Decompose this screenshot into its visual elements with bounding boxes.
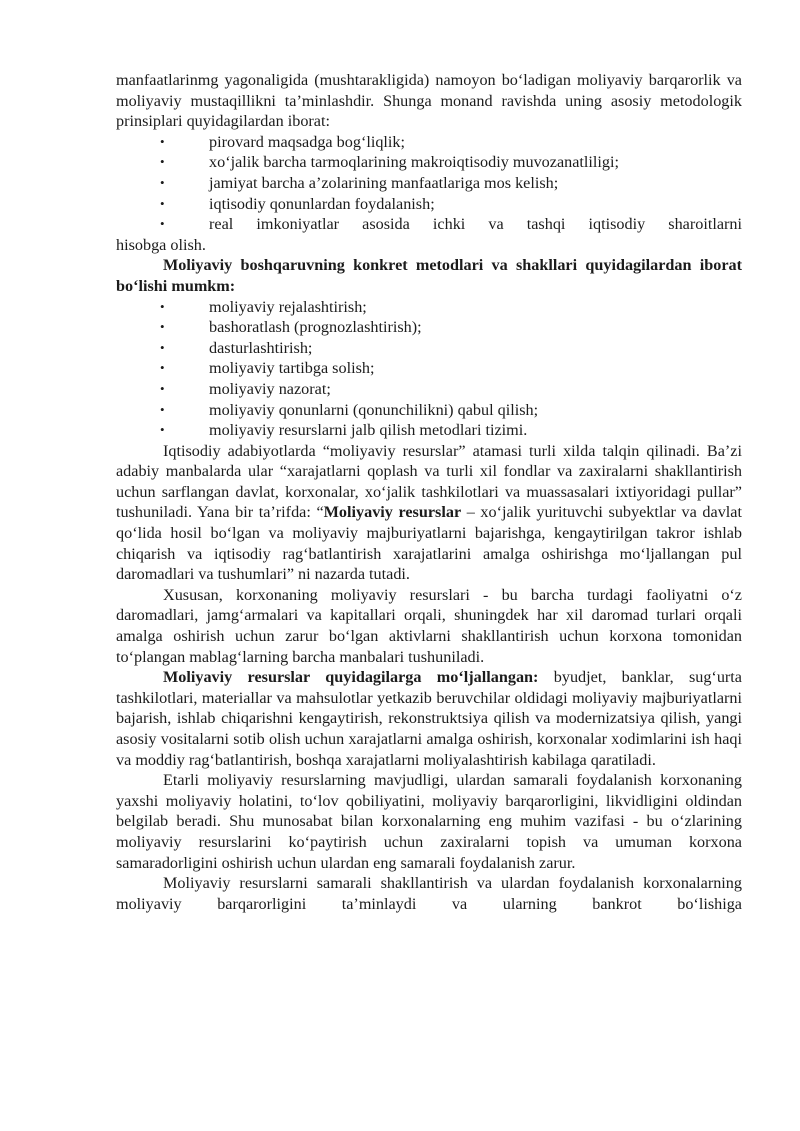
bullet-icon: • — [160, 360, 165, 376]
resources-definition-paragraph — [116, 441, 742, 585]
principles-list — [116, 132, 742, 235]
resources-purpose-heading: Moliyaviy resurslar quyidagilarga mo‘ljallangan: — [163, 668, 539, 687]
list-item-text: moliyaviy qonunlarni (qonunchilikni) qabul qilish; — [209, 400, 539, 419]
list-item-text: xo‘jalik barcha tarmoqlarining makroiqtisodiy muvozanatliligi; — [209, 153, 619, 172]
list-item — [116, 358, 742, 379]
list-item — [116, 317, 742, 338]
resources-purpose-paragraph — [116, 667, 742, 770]
principles-tail: hisobga olish. — [116, 235, 206, 254]
resources-purpose-text: byudjet, banklar, sug‘urta tashkilotlari, materiallar va mahsulotlar yetkazib beruvchilar oldidagi moliyaviy majburiyatlarni bajarish, ishlab chiqarishni kengaytirish, rekonstruktsiya qilish va modernizatsiya qilish, yangi asosiy vositalarni sotib olish uchun xarajatlarni amalga oshirish, korxonalar xodimlarini ish haqi va moddiy rag‘batlantirish, boshqa xarajatlarni moliyalashtirish kabilaga qaratiladi. — [116, 668, 742, 769]
list-item-text: jamiyat barcha a’zolarining manfaatlariga mos kelish; — [209, 173, 559, 192]
list-item-text: pirovard maqsadga bog‘liqlik; — [209, 132, 406, 151]
sufficient-resources-paragraph: Etarli moliyaviy resurslarning mavjudligi, ulardan samarali foydalanish korxonaning yaxshi moliyaviy holatini, to‘lov qobiliyatini, moliyaviy barqarorligini, likvidligini oldindan belgilab beradi. Shu munosabat bilan korxonalarning eng muhim vazifasi - bu o‘zlarining moliyaviy resurslarini ko‘paytirish uchun zaxiralarni topish va umuman korxona samaradorligini oshirish uchun ulardan eng samarali foydalanish zarur. — [116, 771, 742, 872]
list-item — [116, 420, 742, 441]
list-item — [116, 338, 742, 359]
list-item — [116, 214, 742, 235]
list-item — [116, 400, 742, 421]
bullet-icon: • — [160, 401, 165, 417]
methods-heading — [116, 255, 742, 296]
bullet-icon: • — [160, 339, 165, 355]
methods-heading-text: Moliyaviy boshqaruvning konkret metodlari va shakllari quyidagilardan iborat bo‘lishi mumkm: — [116, 256, 742, 295]
list-item — [116, 173, 742, 194]
bullet-icon: • — [160, 195, 165, 211]
resources-text-part2: – xo‘jalik yurituvchi subyektlar va davlat qo‘lida hosil bo‘lgan va moliyaviy majburiyatlarni bajarishga, kengaytirilgan takror ishlab chiqarish va iqtisodiy rag‘batlantirish xarajatlarini amalga oshirishga mo‘ljallangan pul daromadlari va tushumlari” ni nazarda tutadi. — [116, 503, 742, 584]
list-item — [116, 379, 742, 400]
intro-paragraph: manfaatlarinmg yagonaligida (mushtarakligida) namoyon bo‘ladigan moliyaviy barqarorlik va moliyaviy mustaqillikni ta’minlashdir. Shunga monand ravishda uning asosiy metodologik prinsiplari quyidagilardan iborat: — [116, 71, 742, 131]
list-item-text: real imkoniyatlar asosida ichki va tashqi iqtisodiy sharoitlarni — [209, 215, 742, 234]
bullet-icon: • — [160, 380, 165, 396]
list-item-text: moliyaviy tartibga solish; — [209, 359, 375, 378]
resources-term: Moliyaviy resurslar — [323, 503, 462, 522]
bullet-icon: • — [160, 298, 165, 314]
bullet-icon: • — [160, 319, 165, 335]
list-item — [116, 152, 742, 173]
list-item-text: bashoratlash (prognozlashtirish); — [209, 318, 422, 337]
bullet-icon: • — [160, 133, 165, 149]
enterprise-resources-paragraph: Xususan, korxonaning moliyaviy resurslari - bu barcha turdagi faoliyatni o‘z daromadlari, jamg‘armalari va kapitallari orqali, shuningdek har xil daromad turlari orqali amalga oshirish uchun zarur bo‘lgan aktivlarni shakllantirish uchun korxona tomonidan to‘plangan mablag‘larning barcha manbalari tushuniladi. — [116, 585, 742, 666]
list-item — [116, 297, 742, 318]
list-item — [116, 194, 742, 215]
methods-list — [116, 297, 742, 441]
bullet-icon: • — [160, 154, 165, 170]
bullet-icon: • — [160, 174, 165, 190]
list-item-text: dasturlashtirish; — [209, 338, 313, 357]
document-page — [116, 70, 742, 914]
list-item-text: iqtisodiy qonunlardan foydalanish; — [209, 194, 435, 213]
list-item-text: moliyaviy rejalashtirish; — [209, 297, 367, 316]
bullet-icon: • — [160, 216, 165, 232]
resources-text-part1: Iqtisodiy adabiyotlarda “moliyaviy resurslar” atamasi turli xilda talqin qilinadi. Ba’zi adabiy manbalarda ular “xarajatlarni qoplash va turli xil fondlar va zaxiralarni shakllantirish uchun sarflangan davlat, korxonalar, xo‘jalik tashkilotlari va muassasalari ixtiyoridagi pullar” tushuniladi. Yana bir ta’rifda: “ — [116, 441, 742, 522]
list-item-text: moliyaviy nazorat; — [209, 379, 331, 398]
list-item-text: moliyaviy resurslarni jalb qilish metodlari tizimi. — [209, 421, 528, 440]
final-paragraph: Moliyaviy resurslarni samarali shakllantirish va ulardan foydalanish korxonalarning moliyaviy barqarorligini ta’minlaydi va ularning bankrot bo‘lishiga — [116, 874, 742, 913]
bullet-icon: • — [160, 422, 165, 438]
list-item — [116, 132, 742, 153]
